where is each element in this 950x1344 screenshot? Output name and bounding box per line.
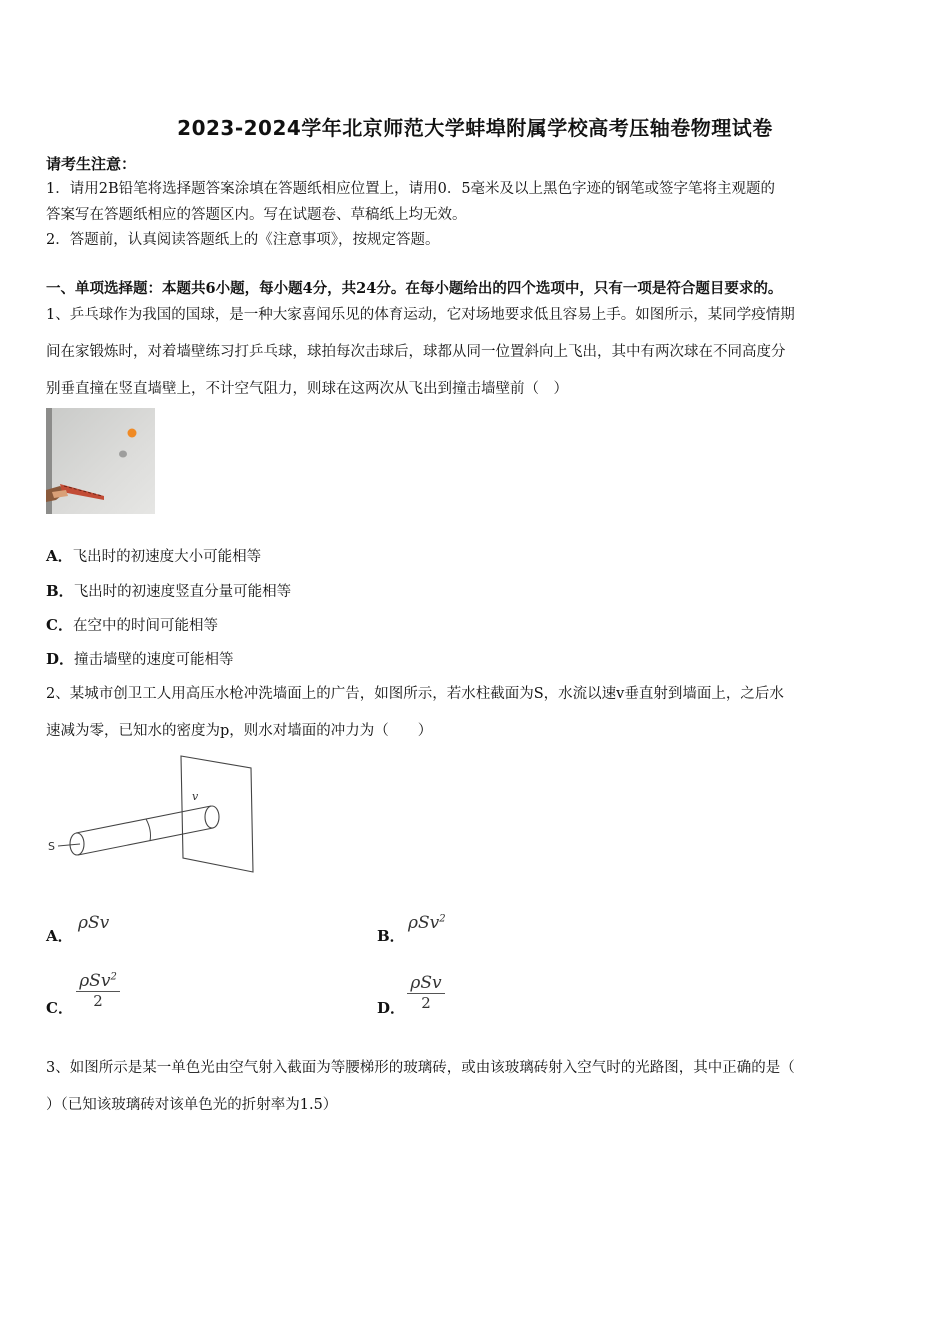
q2-option-d-label[interactable]: D．	[377, 999, 406, 1017]
q2-option-d-den: 2	[421, 994, 431, 1012]
q1-option-d-text: 撞击墙壁的速度可能相等	[74, 652, 234, 668]
q2-option-b-num: ρSv	[408, 913, 440, 933]
q1-option-c[interactable]	[46, 614, 218, 635]
notice-line-3: 2．答题前，认真阅读答题纸上的《注意事项》，按规定答题。	[46, 232, 440, 248]
q2-option-a-num: ρSv	[78, 913, 110, 933]
q1-option-a-text: 飞出时的初速度大小可能相等	[72, 549, 262, 565]
q2-stem-line-2: 速减为零，已知水的密度为p，则水对墙面的冲力为（ ）	[46, 723, 433, 739]
notice-heading: 请考生注意：	[46, 155, 137, 173]
q2-option-a-formula	[78, 913, 109, 933]
q1-option-c-label: C．	[46, 616, 73, 634]
q1-option-d-label: D．	[46, 650, 75, 668]
water-jet-diagram	[46, 752, 261, 874]
q2-option-b-label[interactable]: B．	[377, 927, 405, 945]
q2-option-c-num: ρSv	[79, 971, 111, 991]
q1-option-b[interactable]	[46, 580, 291, 601]
page-title: 2023-2024学年北京师范大学蚌埠附属学校高考压轴卷物理试卷	[177, 116, 773, 140]
label-s: S	[48, 840, 55, 853]
q2-option-c-sup: 2	[110, 971, 117, 983]
q2-option-d-num: ρSv	[410, 973, 442, 993]
q2-option-b-sup: 2	[439, 913, 446, 925]
q1-option-b-text: 飞出时的初速度竖直分量可能相等	[73, 584, 292, 600]
q2-option-d-formula	[407, 973, 445, 1012]
notice-line-1: 1．请用2B铅笔将选择题答案涂填在答题纸相应位置上，请用0．5毫米及以上黑色字迹的钢笔或签字笔将主观题的	[46, 181, 776, 197]
q2-option-a-label[interactable]: A．	[46, 927, 73, 945]
q1-option-a[interactable]	[46, 545, 261, 566]
q2-option-c-den: 2	[93, 992, 103, 1010]
q2-option-c-label[interactable]: C．	[46, 999, 73, 1017]
q1-stem-line-3: 别垂直撞在竖直墙壁上，不计空气阻力，则球在这两次从飞出到撞击墙壁前（ ）	[46, 381, 568, 397]
q2-stem-line-1: 2、某城市创卫工人用高压水枪冲洗墙面上的广告，如图所示，若水柱截面为S，水流以速v垂直射到墙面上，之后水	[46, 686, 784, 702]
q1-option-c-text: 在空中的时间可能相等	[72, 618, 218, 634]
section-1-heading: 一、单项选择题：本题共6小题，每小题4分，共24分。在每小题给出的四个选项中，只有一项是符合题目要求的。	[46, 280, 783, 297]
label-v: v	[192, 790, 199, 803]
q3-stem-line-1: 3、如图所示是某一单色光由空气射入截面为等腰梯形的玻璃砖，或由该玻璃砖射入空气时的光路图，其中正确的是（	[46, 1060, 795, 1076]
q1-stem-line-2: 间在家锻炼时，对着墙壁练习打乒乓球，球拍每次击球后，球都从同一位置斜向上飞出，其中有两次球在不同高度分	[46, 344, 786, 360]
q2-option-b-formula	[408, 913, 446, 933]
notice-line-2: 答案写在答题纸相应的答题区内。写在试题卷、草稿纸上均无效。	[46, 207, 467, 223]
q2-option-c-formula	[76, 971, 120, 1010]
ping-pong-photo	[46, 408, 155, 514]
q3-stem-line-2: ）（已知该玻璃砖对该单色光的折射率为1.5）	[46, 1097, 338, 1113]
q1-stem-line-1: 1、乒乓球作为我国的国球，是一种大家喜闻乐见的体育运动，它对场地要求低且容易上手。如图所示，某同学疫情期	[46, 307, 795, 323]
q1-option-d[interactable]	[46, 648, 234, 669]
q1-option-b-label: B．	[46, 582, 74, 600]
q1-option-a-label: A．	[46, 547, 73, 565]
